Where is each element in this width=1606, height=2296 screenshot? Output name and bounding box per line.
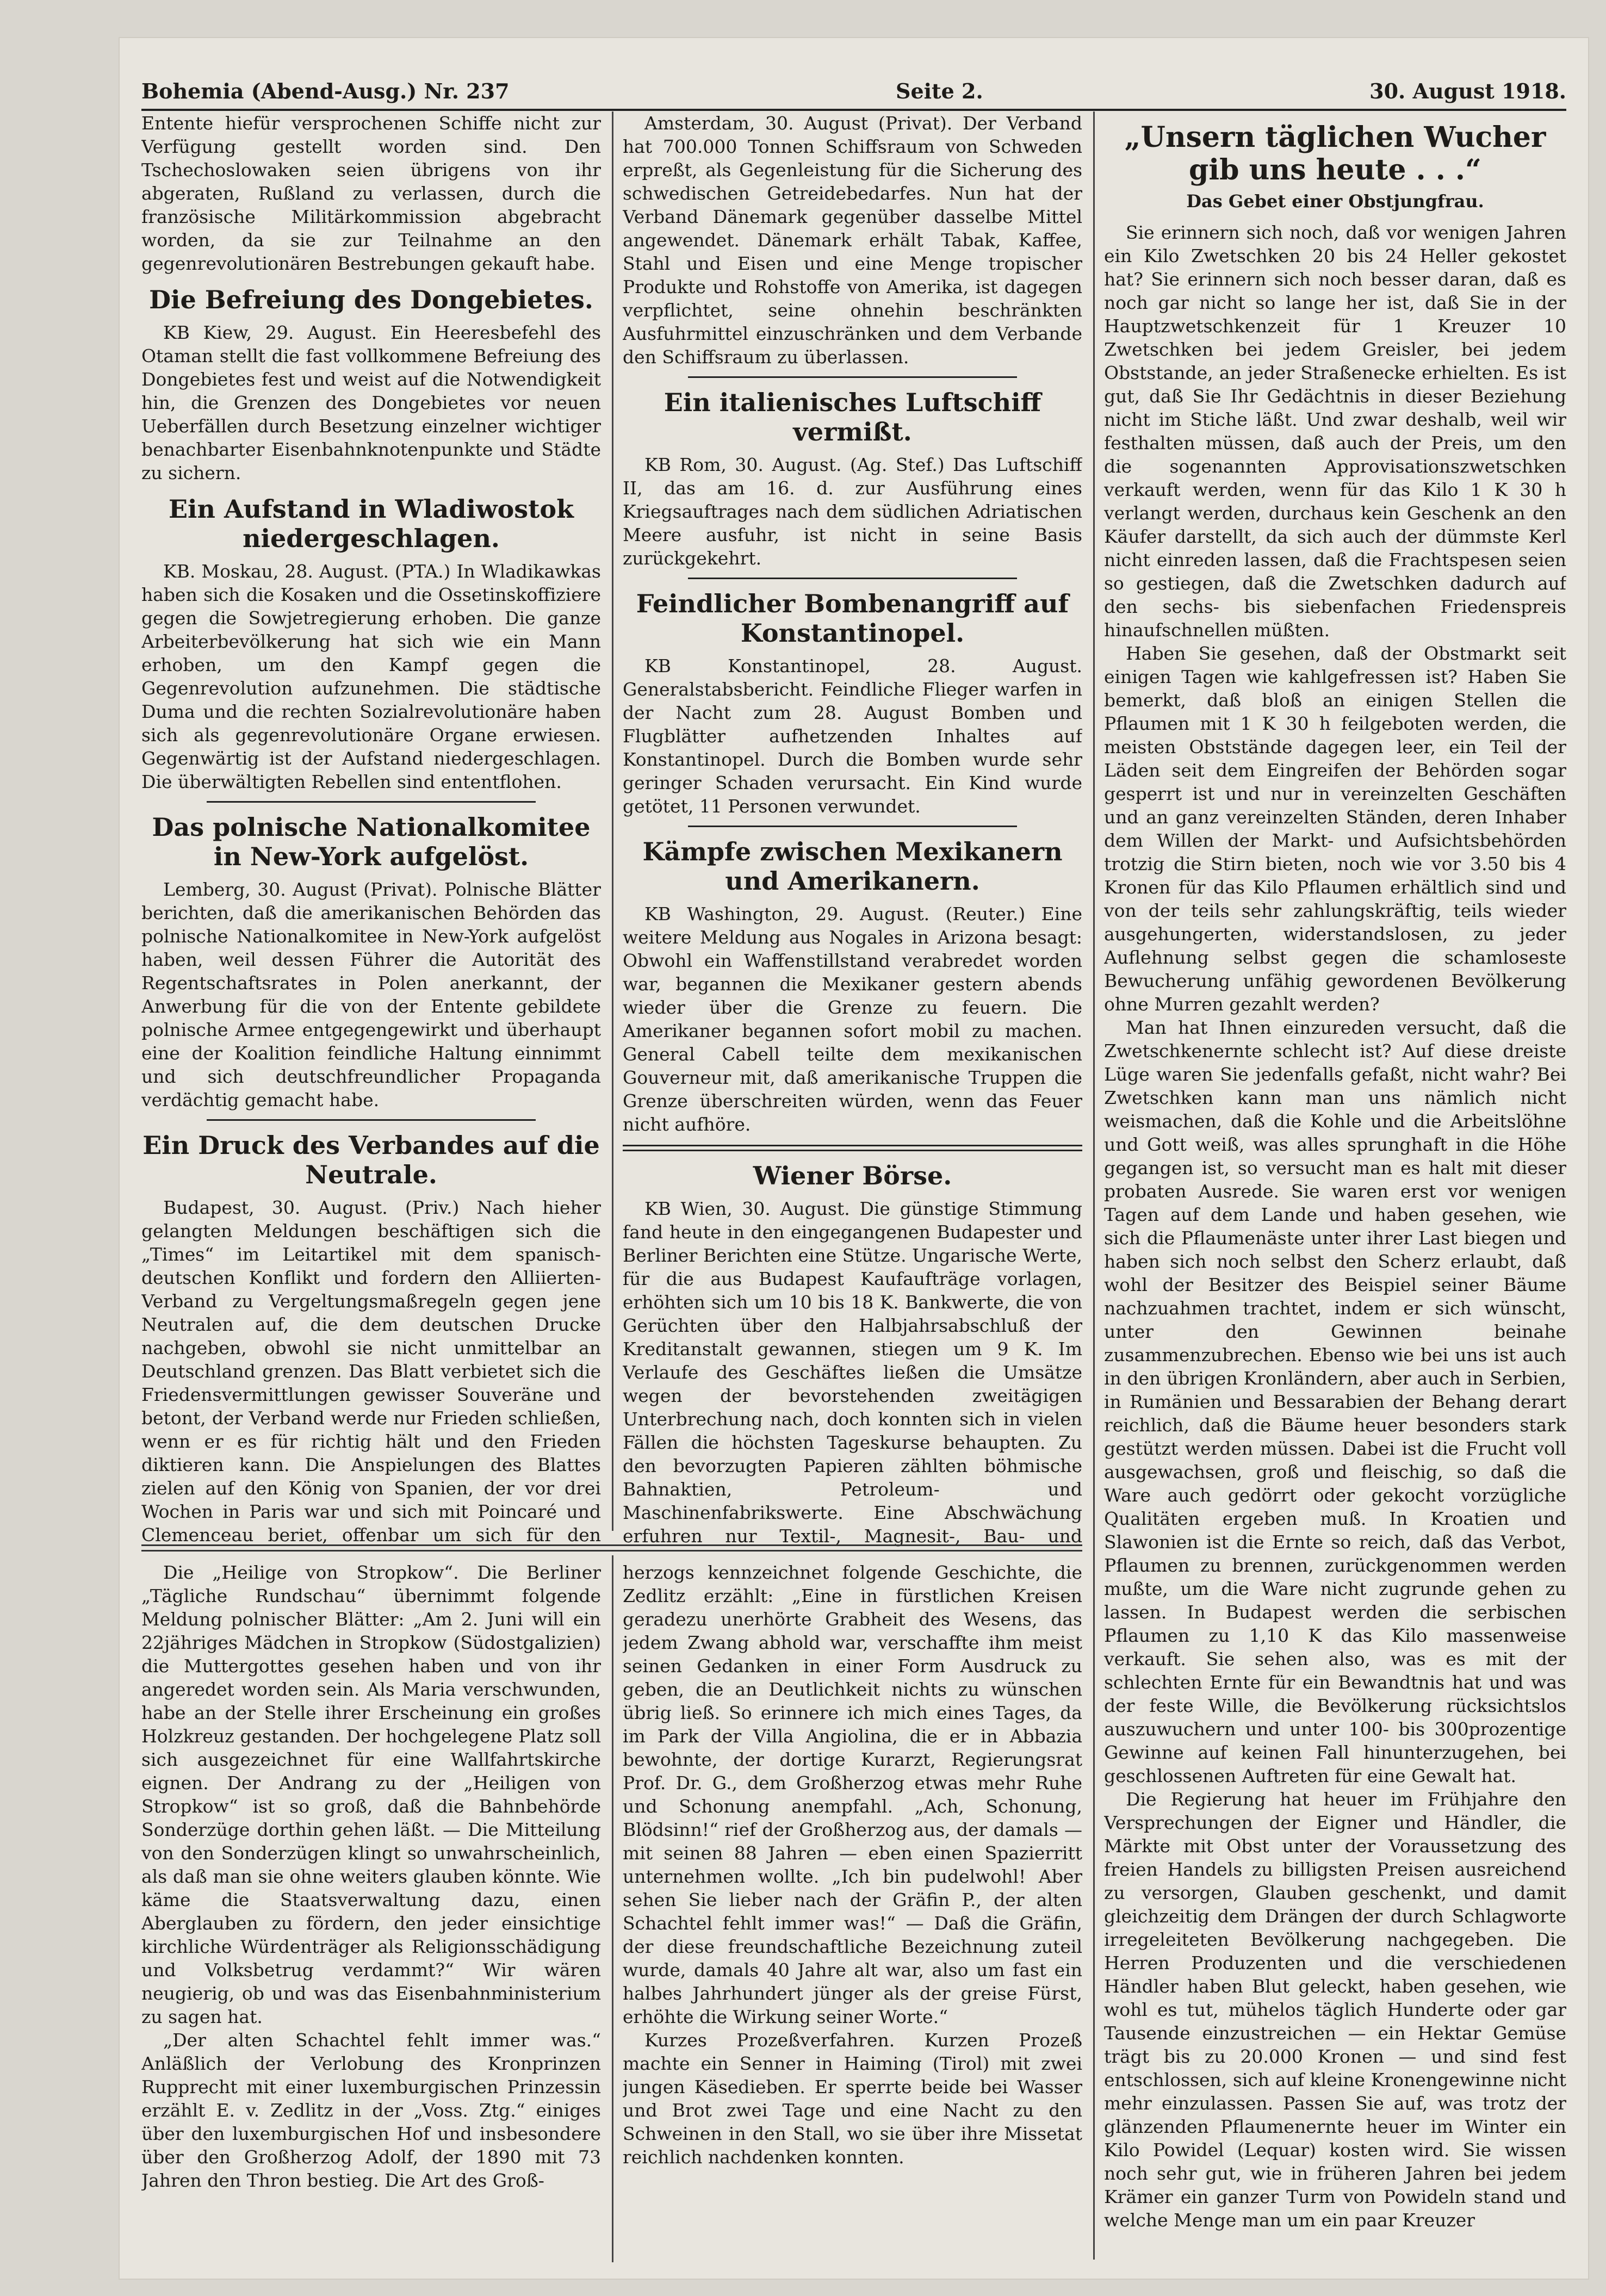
article-heilige-stropkow: Die „Heilige von Stropkow“. Die Berliner „Tägliche Rundschau“ übernimmt folgende Meldung polnischer Blätter: „Am 2. Juni will ein 22jähriges Mädchen in Stropkow (Südostgalizien) die Muttergottes gesehen haben und von ihr angeredet worden sein. Als Maria verschwunden, habe an der Stelle ihrer Erscheinung ein großes Holzkreuz gestanden. Der hochgelegene Platz soll sich ausgezeichnet für eine Wallfahrtskirche eignen. Der Andrang zu der „Heiligen von Stropkow“ ist so groß, daß die Bahnbehörde Sonderzüge dorthin gehen läßt. — Die Mitteilung von den Sonderzügen klingt so unwahrscheinlich, als daß man sie ohne weiters glauben könnte. Wie käme die Staatsverwaltung dazu, einen Aberglauben zu fördern, den jeder einsichtige kirchliche Würdenträger als Religionsschädigung und Volksbetrug verdammt?“ Wir wären neugierig, ob und was das Eisenbahnministerium zu sagen hat. — [141, 1562, 601, 2027]
section-rule-top — [141, 1544, 1082, 1546]
wucher-paragraph-2: Haben Sie gesehen, daß der Obstmarkt seit einigen Tagen wie kahlgefressen ist? Haben Sie bemerkt, daß bloß an einigen Stellen die Pflaumen mit 1 K 30 h feilgeboten werden, die meisten Obststände dagegen leer, ein Teil der Läden seit dem Eingreifen der Behörden sogar gesperrt ist und nur in vereinzelten Geschäften und an ganz vereinzelten Ständen, deren Inhaber dem Willen der Markt- und Aufsichtsbehörden trotzig die Stirn bieten, noch wie vor 3.50 bis 4 Kronen für das Kilo Pflaumen erhältlich sind und von der teils sehr zahlungskräftig, teils wieder ausgehungerten, widerstandslosen, zu jeder Auflehnung selbst gegen die schamloseste Bewucherung unfähig gewordenen Bevölkerung ohne Murren gezahlt werden? — [1104, 643, 1566, 1015]
masthead-date: 30. August 1918. — [1369, 79, 1566, 103]
article-prozessverfahren: Kurzes Prozeßverfahren. Kurzen Prozeß machte ein Senner in Haiming (Tirol) mit zwei jungen Käsedieben. Er sperrte beide bei Wasser und Brot zwei Tage und eine Nacht zu den Schweinen in den Stall, wo sie über ihre Missetat reichlich nachdenken konnten. — [623, 2030, 1082, 2168]
wucher-paragraph-3: Man hat Ihnen einzureden versucht, daß die Zwetschkenernte schlecht ist? Auf diese dreiste Lüge waren Sie jedenfalls gefaßt, nicht wahr? Bei Zwetschken kann man uns nämlich nicht weismachen, daß die Kohle und die Arbeitslöhne und Gott weiß, was alles sprunghaft in die Höhe gegangen ist, so versucht man es halt mit dieser probaten Ausrede. Sie waren erst vor wenigen Tagen auf dem Lande und haben gesehen, wie sich die Pflaumenäste unter ihrer Last biegen und haben sich noch selbst den Scherz erlaubt, daß wohl der Besitzer des Beispiel seiner Bäume nachzuahmen trachtet, indem er sich wünscht, unter den Gewinnen beinahe zusammenzubrechen. Ebenso wie bei uns ist auch in den übrigen Kronländern, aber auch in Serbien, in Rumänien und Bessarabien der Behang derart reichlich, daß die Bäume heuer besonders stark gestützt werden müssen. Dabei ist die Frucht voll ausgewachsen, groß und fleischig, so daß die Ware auch gedörrt oder gekocht vorzügliche Qualitäten ergeben muß. In Kroatien und Slawonien ist die Ernte so reich, daß das Verbot, Pflaumen zu brennen, zurückgenommen werden mußte, um die Ware nicht zugrunde gehen zu lassen. In Budapest werden die serbischen Pflaumen zu 1,10 K das Kilo massenweise verkauft. Sie sehen also, was es mit der schlechten Ernte für ein Bewandtnis hat und was der feste Wille, die Bevölkerung rücksichtslos auszuwuchern und unter 100- bis 300prozentige Gewinne auf keinen Fall hinunterzugehen, bei geschlossenen Auftreten für eine Gewalt hat. — [1104, 1017, 1566, 1786]
divider — [688, 826, 1017, 827]
column-rule-2 — [1093, 111, 1095, 2260]
divider — [207, 801, 536, 803]
masthead-page-number: Seite 2. — [896, 79, 983, 103]
bottom-column-2 — [623, 1561, 1082, 2262]
subheadline-obstjungfrau: Das Gebet einer Obstjungfrau. — [1186, 191, 1484, 212]
headline-wucher: „Unsern täglichen Wucher gib uns heute . . .“ — [1124, 121, 1546, 187]
divider — [688, 578, 1017, 579]
article-wiener-boerse: KB Wien, 30. August. Die günstige Stimmung fand heute in den eingegangenen Budapester und Berliner Berichten eine Stütze. Ungarische Werte, für die aus Budapest Kaufaufträge vorlagen, erhöhten sich um 10 bis 18 K. Bankwerte, die von Gerüchten über den Halbjahrsabschluß der Kreditanstalt gewannen, stiegen um 9 K. Im Verlaufe des Geschäftes ließen die Umsätze wegen der bevorstehenden zweitägigen Unterbrechung nach, doch konnten sich in vielen Fällen die höchsten Tageskurse behaupten. Zu den bevorzugten Papieren zählten böhmische Bahnaktien, Petroleum- und Maschinenfabrikswerte. Eine Abschwächung erfuhren nur Textil-, Magnesit-, Bau- und — [623, 1198, 1082, 1547]
headline-verband-druck: Ein Druck des Verbandes auf die Neutrale. — [142, 1131, 600, 1189]
column-rule-1 — [612, 111, 613, 1531]
headline-wiener-boerse: Wiener Börse. — [753, 1161, 952, 1190]
double-rule — [623, 1145, 1082, 1151]
column-rule-3 — [612, 1555, 613, 2262]
column-1-intro: Entente hiefür versprochenen Schiffe nicht zur Verfügung gestellt worden sind. Den Tschechoslowaken seien übrigens von ihr abgeraten, Rußland zu verlassen, durch die französische Militärkommission abgebracht worden, da sie zur Teilnahme an den gegenrevolutionären Bestrebungen gekauft habe. — [141, 113, 601, 274]
masthead-issue: Bohemia (Abend-Ausg.) Nr. 237 — [141, 79, 510, 103]
article-bombenangriff: KB Konstantinopel, 28. August. Generalstabsbericht. Feindliche Flieger warfen in der Nacht zum 28. August Bomben und Flugblätter aufhetzenden Inhaltes auf Konstantinopel. Durch die Bomben wurde sehr geringer Schaden verursacht. Ein Kind wurde getötet, 11 Personen verwundet. — [623, 655, 1082, 817]
article-dongebiet: KB Kiew, 29. August. Ein Heeresbefehl des Otaman stellt die fast vollkommene Befreiung des Dongebietes fest und weist auf die Notwendigkeit hin, die Grenzen des Dongebietes vor neuen Ueberfällen durch Besetzung einzelner wichtiger benachbarter Eisenbahnknotenpunkte und Städte zu sichern. — [141, 322, 601, 483]
section-rule-bottom — [141, 1550, 1082, 1552]
headline-wladiwostok: Ein Aufstand in Wladiwostok niedergeschlagen. — [169, 494, 574, 553]
newspaper-page — [120, 38, 1588, 2279]
article-mexikaner: KB Washington, 29. August. (Reuter.) Eine weitere Meldung aus Nogales in Arizona besagt: Obwohl ein Waffenstillstand verabredet worden war, begannen die Mexikaner gestern abends wieder über die Grenze zu feuern. Die Amerikaner begannen sofort mobil zu machen. General Cabell teilte dem mexikanischen Gouverneur mit, daß amerikanische Truppen die Grenze überschreiten würden, wenn das Feuer nicht aufhöre. — [623, 903, 1082, 1135]
article-verband-druck: Budapest, 30. August. (Priv.) Nach hieher gelangten Meldungen beschäftigen sich die „Times“ im Leitartikel mit dem spanisch-deutschen Konflikt und fordern den Alliierten-Verband zu Vergeltungsmaßregeln gegen jene Neutralen auf, die dem deutschen Drucke nachgeben, obwohl sie nicht unmittelbar an Deutschland grenzen. Das Blatt verbietet sich die Friedensvermittlungen gewisser Souveräne und betont, der Verband werde nur Frieden schließen, wenn er es für richtig hält und den Frieden diktieren kann. Die Anspielungen des Blattes zielen auf den König von Spanien, der vor drei Wochen in Paris war und sich mit Poincaré und Clemenceau beriet, offenbar um sich für den — [141, 1197, 601, 1546]
bottom-column-1 — [141, 1561, 601, 2262]
headline-mexikaner: Kämpfe zwischen Mexikanern und Amerikanern. — [642, 837, 1063, 896]
article-grossherzog-continued: herzogs kennzeichnet folgende Geschichte, die Zedlitz erzählt: „Eine in fürstlichen Kreisen geradezu unerhörte Grabheit des Wesens, das jedem Zwang abhold war, verschaffte ihm meist seinen Gedanken in einer Form Ausdruck zu geben, die an Deutlichkeit nichts zu wünschen übrig ließ. So erinnere ich mich eines Tages, da im Park der Villa Angiolina, die er in Abbazia bewohnte, der dortige Kurarzt, Regierungsrat Prof. Dr. G., dem Großherzog etwas mehr Ruhe und Schonung anempfahl. „Ach, Schonung, Blödsinn!“ rief der Großherzog aus, der damals — mit seinen 88 Jahren — eben einen Spazierritt unternehmen wollte. „Ich bin pudelwohl! Aber sehen Sie lieber nach der Gräfin P., der alten Schachtel fehlt immer was!“ — Daß die Gräfin, der diese freundschaftliche Bezeichnung zuteil wurde, damals 40 Jahre alt war, also um fast ein halbes Jahrhundert jünger als der greise Fürst, erhöhte die Wirkung seiner Worte.“ — [623, 1562, 1082, 2027]
article-luftschiff: KB Rom, 30. August. (Ag. Stef.) Das Luftschiff II, das am 16. d. zur Ausführung eines Kriegsauftrages nach dem südlichen Adriatischen Meere ausfuhr, ist nicht in seine Basis zurückgekehrt. — [623, 454, 1082, 569]
column-1 — [141, 111, 601, 1547]
wucher-paragraph-4: Die Regierung hat heuer im Frühjahre den Versprechungen der Eigner und Händler, die Märkte mit Obst unter der Voraussetzung des freien Handels zu billigsten Preisen ausreichend zu versorgen, Glauben geschenkt, und damit gleichzeitig dem Drängen der durch Schlagworte irregeleiteten Bevölkerung nachgegeben. Die Herren Produzenten und die verschiedenen Händler haben Blut geleckt, haben gesehen, wie wohl es tut, mühelos täglich Hunderte oder gar Tausende einzustreichen — ein Hektar Gemüse trägt bis zu 20.000 Kronen — und sind fest entschlossen, sich auf kleine Kronengewinne nicht mehr einzulassen. Passen Sie auf, was trotz der glänzenden Pflaumenernte heuer im Winter ein Kilo Powidel (Lequar) kosten wird. Sie wissen noch sehr gut, wie in früheren Jahren bei jedem Krämer ein ganzer Turm von Powideln stand und welche Menge man um ein paar Kreuzer — [1104, 1789, 1566, 2231]
headline-dongebiet: Die Befreiung des Dongebietes. — [149, 285, 593, 314]
headline-nationalkomitee: Das polnische Nationalkomitee in New-York aufgelöst. — [152, 812, 591, 871]
divider — [688, 376, 1017, 378]
column-2 — [623, 111, 1082, 1547]
column-3 — [1104, 111, 1566, 2268]
divider — [207, 1119, 536, 1121]
headline-bombenangriff: Feindlicher Bombenangriff auf Konstantinopel. — [636, 589, 1069, 648]
column-2-intro: Amsterdam, 30. August (Privat). Der Verband hat 700.000 Tonnen Schiffsraum von Schweden erpreßt, als Gegenleistung für die Sicherung des schwedischen Getreidebedarfes. Nun hat der Verband Dänemark gegenüber dasselbe Mittel angewendet. Dänemark erhält Tabak, Kaffee, Stahl und Eisen und eine Menge tropischer Produkte und Rohstoffe von Amerika, ist dagegen verpflichtet, seine ohnehin beschränkten Ausfuhrmittel einzuschränken und dem Verbande den Schiffsraum zu überlassen. — [623, 113, 1082, 368]
article-alte-schachtel: „Der alten Schachtel fehlt immer was.“ Anläßlich der Verlobung des Kronprinzen Rupprecht mit einer luxemburgischen Prinzessin erzählt E. v. Zedlitz in der „Voss. Ztg.“ einiges über den luxemburgischen Hof und insbesondere über den Großherzog Adolf, der 1890 mit 73 Jahren den Thron bestieg. Die Art des Groß- — [141, 2030, 601, 2191]
headline-luftschiff: Ein italienisches Luftschiff vermißt. — [664, 388, 1041, 446]
article-nationalkomitee: Lemberg, 30. August (Privat). Polnische Blätter berichten, daß die amerikanischen Behörden das polnische Nationalkomitee in New-York aufgelöst haben, weil dessen Führer die Autorität des Regentschaftsrates in Polen anerkannt, der Anwerbung für die von der Entente gebildete polnische Armee entgegengewirkt und überhaupt eine der Koalition feindliche Haltung einnimmt und sich deutschfreundlicher Propaganda verdächtig gemacht habe. — [141, 879, 601, 1110]
masthead — [141, 60, 1566, 111]
wucher-paragraph-1: Sie erinnern sich noch, daß vor wenigen Jahren ein Kilo Zwetschken 20 bis 24 Heller gekostet hat? Sie erinnern sich noch besser daran, daß es noch gar nicht so lange her ist, daß Sie in der Hauptzwetschkenzeit für 1 Kreuzer 10 Zwetschken bei jedem Greisler, bei jedem Obststande, an jeder Straßenecke erhielten. Es ist gut, daß Sie Ihr Gedächtnis in dieser Beziehung nicht im Stiche läßt. Und zwar deshalb, weil wir festhalten müssen, daß auch der Preis, um den die sogenannten Approvisationszwetschken verkauft werden, wenn für das Kilo 1 K 30 h verlangt werden, durchaus kein Geschenk an den Käufer darstellt, da sich auch der dümmste Kerl nicht einreden lassen, daß die Frachtspesen seien so gestiegen, daß die Zwetschken dadurch auf den sechs- bis siebenfachen Friedenspreis hinaufschnellen müßten. — [1104, 222, 1566, 641]
article-wladiwostok: KB. Moskau, 28. August. (PTA.) In Wladikawkas haben sich die Kosaken und die Ossetinskoffiziere gegen die Sowjetregierung erhoben. Die ganze Arbeiterbevölkerung hat sich wie ein Mann erhoben, um den Kampf gegen die Gegenrevolution aufzunehmen. Die städtische Duma und die rechten Sozialrevolutionäre haben sich als gegenrevolutionäre Organe erwiesen. Gegenwärtig ist der Aufstand niedergeschlagen. Die überwältigten Rebellen sind ententflohen. — [141, 561, 601, 792]
